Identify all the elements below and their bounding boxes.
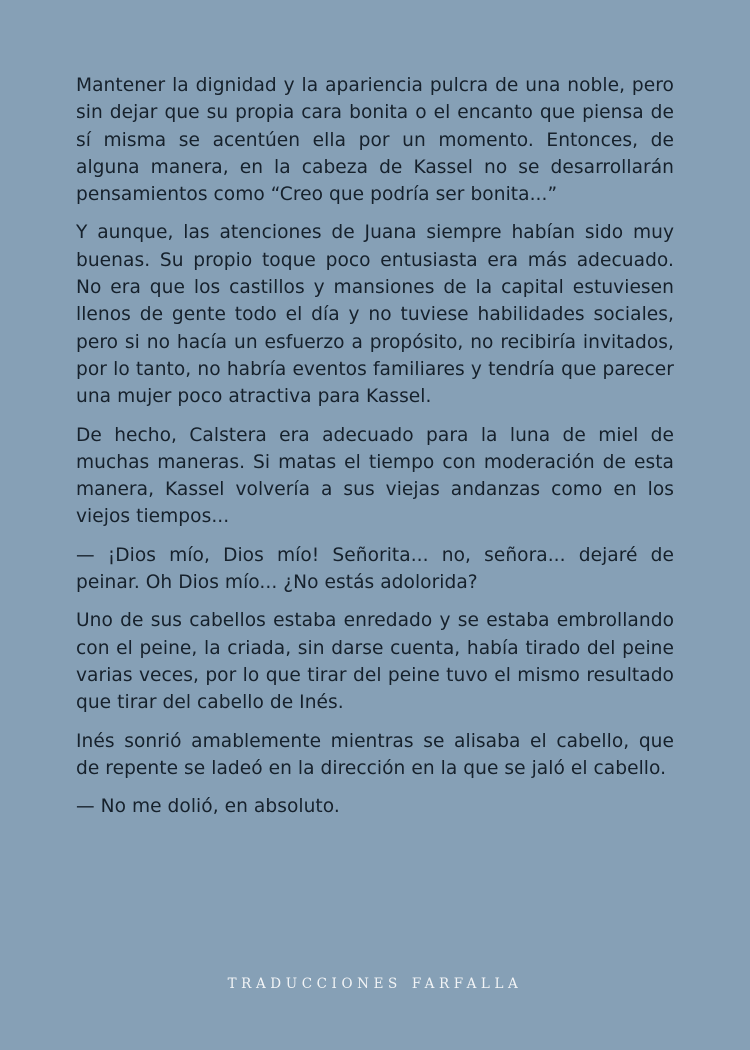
footer-credit [0,976,750,992]
footer-word-1: TRADUCCIONES [227,976,402,992]
paragraph-5: Uno de sus cabellos estaba enredado y se estaba embrollando con el peine, la criada, sin darse cuenta, había tirado del peine varias veces, por lo que tirar del peine tuvo el mismo resultado que tirar del cabello de Inés. [76,610,674,714]
paragraph-4: — ¡Dios mío, Dios mío! Señorita... no, señora... dejaré de peinar. Oh Dios mío... ¿No estás adolorida? [76,544,674,594]
paragraph-6: Inés sonrió amablemente mientras se alisaba el cabello, que de repente se ladeó en la dirección en la que se jaló el cabello. [76,730,674,779]
paragraph-7: — No me dolió, en absoluto. [76,796,340,818]
footer-word-2: FARFALLA [411,976,523,992]
paragraph-2: Y aunque, las atenciones de Juana siempre habían sido muy buenas. Su propio toque poco entusiasta era más adecuado. No era que los castillos y mansiones de la capital estuviesen llenos de gente todo el día y no tuviese habilidades sociales, pero si no hacía un esfuerzo a propósito, no recibiría invitados, por lo tanto, no habría eventos familiares y tendría que parecer una mujer poco atractiva para Kassel. [76,222,674,408]
paragraph-1: Mantener la dignidad y la apariencia pulcra de una noble, pero sin dejar que su propia cara bonita o el encanto que piensa de sí misma se acentúen ella por un momento. Entonces, de alguna manera, en la cabeza de Kassel no se desarrollarán pensamientos como “Creo que podría ser bonita...” [76,75,674,206]
paragraph-3: De hecho, Calstera era adecuado para la luna de miel de muchas maneras. Si matas el tiempo con moderación de esta manera, Kassel volvería a sus viejas andanzas como en los viejos tiempos... [76,424,674,528]
document-body [76,72,674,831]
